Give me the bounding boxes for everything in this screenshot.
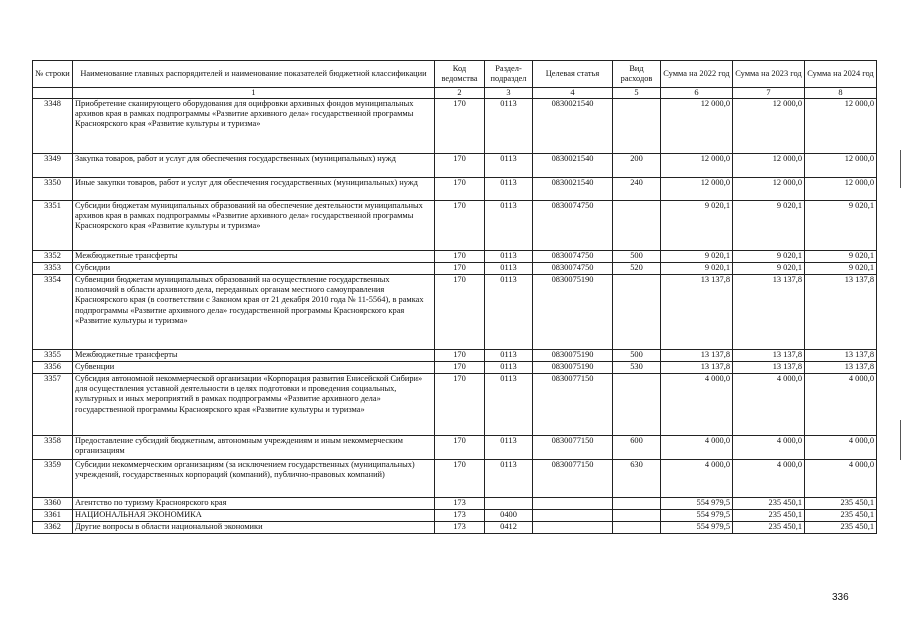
row-number: 3358 <box>33 436 73 460</box>
sum-2024: 9 020,1 <box>805 251 877 263</box>
header-expense-type: Вид расходов <box>613 61 661 88</box>
target-article: 0830077150 <box>533 374 613 436</box>
target-article: 0830075190 <box>533 275 613 350</box>
sum-2022: 12 000,0 <box>661 99 733 154</box>
expense-type <box>613 374 661 436</box>
row-number: 3356 <box>33 362 73 374</box>
target-article <box>533 498 613 510</box>
row-number: 3353 <box>33 263 73 275</box>
sum-2022: 4 000,0 <box>661 374 733 436</box>
expense-type <box>613 498 661 510</box>
table-row <box>33 498 877 510</box>
sum-2023: 235 450,1 <box>733 498 805 510</box>
table-row <box>33 178 877 201</box>
department-code: 173 <box>435 510 485 522</box>
section-code: 0113 <box>485 436 533 460</box>
column-number: 6 <box>661 88 733 99</box>
row-name: Предоставление субсидий бюджетным, автономным учреждениям и иным некоммерческим организациям <box>73 436 435 460</box>
sum-2024: 4 000,0 <box>805 374 877 436</box>
sum-2022: 12 000,0 <box>661 178 733 201</box>
section-code: 0113 <box>485 460 533 498</box>
sum-2022: 554 979,5 <box>661 498 733 510</box>
column-number: 5 <box>613 88 661 99</box>
expense-type <box>613 522 661 534</box>
table-row <box>33 522 877 534</box>
expense-type <box>613 510 661 522</box>
header-row <box>33 61 877 88</box>
table-row <box>33 201 877 251</box>
table-row <box>33 275 877 350</box>
sum-2022: 12 000,0 <box>661 154 733 178</box>
target-article: 0830074750 <box>533 263 613 275</box>
sum-2024: 4 000,0 <box>805 436 877 460</box>
row-name: Закупка товаров, работ и услуг для обеспечения государственных (муниципальных) нужд <box>73 154 435 178</box>
column-number <box>33 88 73 99</box>
sum-2024: 12 000,0 <box>805 99 877 154</box>
sum-2023: 4 000,0 <box>733 374 805 436</box>
row-number: 3354 <box>33 275 73 350</box>
sum-2022: 4 000,0 <box>661 460 733 498</box>
header-row-number: № строки <box>33 61 73 88</box>
header-sum-2024: Сумма на 2024 год <box>805 61 877 88</box>
sum-2024: 13 137,8 <box>805 350 877 362</box>
sum-2024: 12 000,0 <box>805 154 877 178</box>
table-row <box>33 460 877 498</box>
row-number: 3352 <box>33 251 73 263</box>
department-code: 170 <box>435 263 485 275</box>
column-number: 2 <box>435 88 485 99</box>
table-row <box>33 374 877 436</box>
row-name: Субвенции бюджетам муниципальных образований на осуществление государственных полномочий в области архивного дела, переданных органам местного самоуправления Красноярского края (в соответствии с Законом края от 21 декабря 2010 года № 11-5564), в рамках подпрограммы «Развитие архивного дела» государственной программы Красноярского края «Развитие культуры и туризма» <box>73 275 435 350</box>
department-code: 170 <box>435 178 485 201</box>
row-name: Иные закупки товаров, работ и услуг для обеспечения государственных (муниципальных) нужд <box>73 178 435 201</box>
expense-type: 530 <box>613 362 661 374</box>
sum-2023: 235 450,1 <box>733 522 805 534</box>
section-code: 0113 <box>485 178 533 201</box>
target-article: 0830021540 <box>533 154 613 178</box>
department-code: 173 <box>435 522 485 534</box>
expense-type: 200 <box>613 154 661 178</box>
sum-2023: 4 000,0 <box>733 436 805 460</box>
department-code: 170 <box>435 362 485 374</box>
header-department-code: Код ведомства <box>435 61 485 88</box>
sum-2023: 12 000,0 <box>733 178 805 201</box>
section-code: 0400 <box>485 510 533 522</box>
row-name: НАЦИОНАЛЬНАЯ ЭКОНОМИКА <box>73 510 435 522</box>
section-code: 0113 <box>485 251 533 263</box>
sum-2024: 235 450,1 <box>805 522 877 534</box>
department-code: 170 <box>435 460 485 498</box>
sum-2023: 9 020,1 <box>733 251 805 263</box>
expense-type <box>613 99 661 154</box>
sum-2023: 9 020,1 <box>733 263 805 275</box>
sum-2024: 12 000,0 <box>805 178 877 201</box>
sum-2024: 13 137,8 <box>805 275 877 350</box>
department-code: 170 <box>435 251 485 263</box>
header-target-article: Целевая статья <box>533 61 613 88</box>
row-number: 3355 <box>33 350 73 362</box>
department-code: 170 <box>435 99 485 154</box>
table-row <box>33 99 877 154</box>
sum-2024: 235 450,1 <box>805 510 877 522</box>
header-sum-2022: Сумма на 2022 год <box>661 61 733 88</box>
header-section: Раздел-подраздел <box>485 61 533 88</box>
sum-2023: 13 137,8 <box>733 362 805 374</box>
department-code: 170 <box>435 374 485 436</box>
expense-type: 630 <box>613 460 661 498</box>
sum-2022: 9 020,1 <box>661 251 733 263</box>
row-number: 3348 <box>33 99 73 154</box>
section-code: 0113 <box>485 99 533 154</box>
header-sum-2023: Сумма на 2023 год <box>733 61 805 88</box>
row-name: Субсидии некоммерческим организациям (за исключением государственных (муниципальных) учреждений, государственных корпораций (компаний), публично-правовых компаний) <box>73 460 435 498</box>
target-article: 0830077150 <box>533 436 613 460</box>
header-name: Наименование главных распорядителей и наименование показателей бюджетной классификации <box>73 61 435 88</box>
column-number: 1 <box>73 88 435 99</box>
target-article: 0830021540 <box>533 178 613 201</box>
sum-2022: 13 137,8 <box>661 275 733 350</box>
row-number: 3361 <box>33 510 73 522</box>
target-article <box>533 522 613 534</box>
column-number: 7 <box>733 88 805 99</box>
target-article: 0830075190 <box>533 362 613 374</box>
row-name: Приобретение сканирующего оборудования для оцифровки архивных фондов муниципальных архивов края в рамках подпрограммы «Развитие архивного дела» государственной программы Красноярского края «Развитие культуры и туризма» <box>73 99 435 154</box>
target-article: 0830077150 <box>533 460 613 498</box>
sum-2024: 4 000,0 <box>805 460 877 498</box>
department-code: 170 <box>435 436 485 460</box>
sum-2023: 13 137,8 <box>733 275 805 350</box>
sum-2022: 9 020,1 <box>661 263 733 275</box>
expense-type: 520 <box>613 263 661 275</box>
column-number-row <box>33 88 877 99</box>
sum-2022: 4 000,0 <box>661 436 733 460</box>
department-code: 170 <box>435 154 485 178</box>
section-code: 0113 <box>485 374 533 436</box>
row-number: 3362 <box>33 522 73 534</box>
row-name: Субсидии бюджетам муниципальных образований на обеспечение деятельности муниципальных архивов края в рамках подпрограммы «Развитие архивного дела» государственной программы Красноярского края «Развитие культуры и туризма» <box>73 201 435 251</box>
sum-2023: 12 000,0 <box>733 154 805 178</box>
table-row <box>33 154 877 178</box>
sum-2024: 235 450,1 <box>805 498 877 510</box>
row-number: 3349 <box>33 154 73 178</box>
expense-type: 240 <box>613 178 661 201</box>
sum-2022: 554 979,5 <box>661 522 733 534</box>
table-row <box>33 350 877 362</box>
section-code: 0113 <box>485 263 533 275</box>
row-name: Агентство по туризму Красноярского края <box>73 498 435 510</box>
sum-2024: 13 137,8 <box>805 362 877 374</box>
target-article: 0830074750 <box>533 251 613 263</box>
sum-2022: 13 137,8 <box>661 362 733 374</box>
table-row <box>33 263 877 275</box>
row-name: Субвенции <box>73 362 435 374</box>
target-article <box>533 510 613 522</box>
target-article: 0830074750 <box>533 201 613 251</box>
department-code: 170 <box>435 275 485 350</box>
page-number: 336 <box>832 592 849 603</box>
section-code: 0412 <box>485 522 533 534</box>
sum-2024: 9 020,1 <box>805 201 877 251</box>
row-name: Межбюджетные трансферты <box>73 350 435 362</box>
section-code: 0113 <box>485 350 533 362</box>
scan-edge-mark <box>900 420 901 460</box>
target-article: 0830075190 <box>533 350 613 362</box>
sum-2023: 4 000,0 <box>733 460 805 498</box>
sum-2022: 13 137,8 <box>661 350 733 362</box>
row-number: 3351 <box>33 201 73 251</box>
sum-2023: 12 000,0 <box>733 99 805 154</box>
department-code: 173 <box>435 498 485 510</box>
row-name: Субсидия автономной некоммерческой организации «Корпорация развития Енисейской Сибири» для осуществления уставной деятельности в целях подготовки и проведения социальных, культурных и иных мероприятий в рамках подпрограммы «Развитие архивного дела» государственной программы Красноярского края «Развитие культуры и туризма» <box>73 374 435 436</box>
scan-edge-mark <box>900 150 901 188</box>
column-number: 3 <box>485 88 533 99</box>
section-code: 0113 <box>485 275 533 350</box>
department-code: 170 <box>435 201 485 251</box>
table-row <box>33 362 877 374</box>
table-row <box>33 510 877 522</box>
budget-table <box>32 60 877 534</box>
sum-2022: 554 979,5 <box>661 510 733 522</box>
sum-2024: 9 020,1 <box>805 263 877 275</box>
row-number: 3359 <box>33 460 73 498</box>
section-code: 0113 <box>485 154 533 178</box>
expense-type <box>613 201 661 251</box>
column-number: 4 <box>533 88 613 99</box>
sum-2023: 9 020,1 <box>733 201 805 251</box>
row-number: 3350 <box>33 178 73 201</box>
expense-type: 600 <box>613 436 661 460</box>
expense-type: 500 <box>613 251 661 263</box>
row-name: Другие вопросы в области национальной экономики <box>73 522 435 534</box>
budget-table-container <box>32 60 876 534</box>
section-code: 0113 <box>485 201 533 251</box>
section-code: 0113 <box>485 362 533 374</box>
sum-2023: 235 450,1 <box>733 510 805 522</box>
table-row <box>33 436 877 460</box>
sum-2022: 9 020,1 <box>661 201 733 251</box>
row-name: Межбюджетные трансферты <box>73 251 435 263</box>
row-name: Субсидии <box>73 263 435 275</box>
row-number: 3360 <box>33 498 73 510</box>
sum-2023: 13 137,8 <box>733 350 805 362</box>
section-code <box>485 498 533 510</box>
column-number: 8 <box>805 88 877 99</box>
expense-type: 500 <box>613 350 661 362</box>
department-code: 170 <box>435 350 485 362</box>
table-row <box>33 251 877 263</box>
target-article: 0830021540 <box>533 99 613 154</box>
expense-type <box>613 275 661 350</box>
row-number: 3357 <box>33 374 73 436</box>
